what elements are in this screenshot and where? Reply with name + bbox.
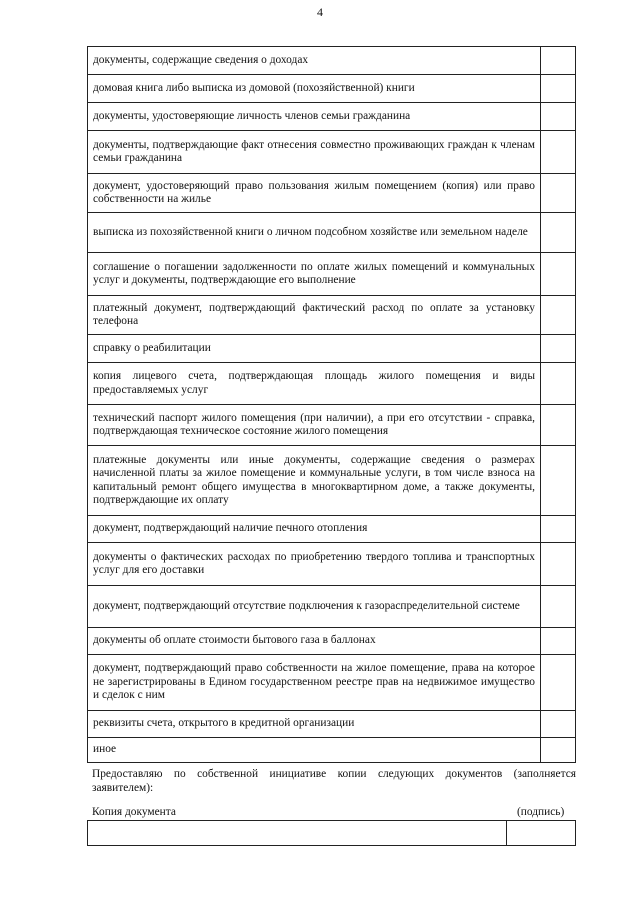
- document-row: [88, 738, 576, 763]
- document-row: [88, 174, 576, 213]
- document-row: [88, 628, 576, 655]
- document-name: копия лицевого счета, подтверждающая площадь жилого помещения и виды предоставляемых услуг: [88, 363, 541, 405]
- document-row: [88, 363, 576, 405]
- document-row: [88, 75, 576, 103]
- document-name: документы об оплате стоимости бытового газа в баллонах: [88, 628, 541, 655]
- document-checkbox-cell[interactable]: [541, 47, 576, 75]
- copy-document-label: Копия документа: [92, 806, 176, 818]
- document-row: [88, 405, 576, 446]
- document-name: документ, подтверждающий отсутствие подключения к газораспределительной системе: [88, 586, 541, 628]
- document-checkbox-cell[interactable]: [541, 174, 576, 213]
- document-name: документ, подтверждающий право собственности на жилое помещение, права на которое не зарегистрированы в Едином государственном реестре прав на недвижимое имущество и сделок с ним: [88, 655, 541, 711]
- document-checkbox-cell[interactable]: [541, 543, 576, 586]
- intro-text: Предоставляю по собственной инициативе копии следующих документов (заполняется заявителем):: [92, 768, 576, 794]
- documents-table: [87, 46, 576, 763]
- document-checkbox-cell[interactable]: [541, 75, 576, 103]
- document-row: [88, 711, 576, 738]
- signature-field[interactable]: [507, 821, 576, 846]
- document-name: документ, удостоверяющий право пользования жилым помещением (копия) или право собственности на жилье: [88, 174, 541, 213]
- document-name: документы, содержащие сведения о доходах: [88, 47, 541, 75]
- document-row: [88, 655, 576, 711]
- document-checkbox-cell[interactable]: [541, 103, 576, 131]
- document-row: [88, 516, 576, 543]
- document-name: иное: [88, 738, 541, 763]
- document-checkbox-cell[interactable]: [541, 405, 576, 446]
- document-name: соглашение о погашении задолженности по оплате жилых помещений и коммунальных услуг и документы, подтверждающие его выполнение: [88, 253, 541, 296]
- document-row: [88, 296, 576, 335]
- document-checkbox-cell[interactable]: [541, 446, 576, 516]
- document-name: реквизиты счета, открытого в кредитной организации: [88, 711, 541, 738]
- document-row: [88, 446, 576, 516]
- document-checkbox-cell[interactable]: [541, 516, 576, 543]
- document-checkbox-cell[interactable]: [541, 213, 576, 253]
- document-checkbox-cell[interactable]: [541, 363, 576, 405]
- document-name: платежные документы или иные документы, содержащие сведения о размерах начисленной платы за жилое помещение и коммунальные услуги, в том числе взноса на капитальный ремонт общего имущества в многоквартирном доме, а также документы, подтверждающие их оплату: [88, 446, 541, 516]
- document-name: домовая книга либо выписка из домовой (похозяйственной) книги: [88, 75, 541, 103]
- document-checkbox-cell[interactable]: [541, 711, 576, 738]
- document-row: [88, 586, 576, 628]
- copy-document-row: [88, 821, 576, 846]
- document-name: платежный документ, подтверждающий фактический расход по оплате за установку телефона: [88, 296, 541, 335]
- document-checkbox-cell[interactable]: [541, 628, 576, 655]
- document-name: документы, подтверждающие факт отнесения совместно проживающих граждан к членам семьи гражданина: [88, 131, 541, 174]
- document-checkbox-cell[interactable]: [541, 335, 576, 363]
- document-row: [88, 213, 576, 253]
- page-number: 4: [317, 5, 323, 19]
- document-row: [88, 131, 576, 174]
- copy-document-table: [87, 820, 576, 846]
- document-name: документы, удостоверяющие личность членов семьи гражданина: [88, 103, 541, 131]
- document-row: [88, 335, 576, 363]
- document-name: технический паспорт жилого помещения (при наличии), а при его отсутствии - справка, подтверждающая техническое состояние жилого помещения: [88, 405, 541, 446]
- document-row: [88, 47, 576, 75]
- document-row: [88, 253, 576, 296]
- document-checkbox-cell[interactable]: [541, 586, 576, 628]
- signature-label: (подпись): [517, 806, 565, 818]
- document-checkbox-cell[interactable]: [541, 131, 576, 174]
- document-name: документы о фактических расходах по приобретению твердого топлива и транспортных услуг для его доставки: [88, 543, 541, 586]
- document-checkbox-cell[interactable]: [541, 655, 576, 711]
- document-checkbox-cell[interactable]: [541, 253, 576, 296]
- document-checkbox-cell[interactable]: [541, 296, 576, 335]
- document-name: выписка из похозяйственной книги о личном подсобном хозяйстве или земельном наделе: [88, 213, 541, 253]
- document-row: [88, 103, 576, 131]
- document-row: [88, 543, 576, 586]
- document-name: справку о реабилитации: [88, 335, 541, 363]
- document-checkbox-cell[interactable]: [541, 738, 576, 763]
- copy-document-field[interactable]: [88, 821, 507, 846]
- document-name: документ, подтверждающий наличие печного отопления: [88, 516, 541, 543]
